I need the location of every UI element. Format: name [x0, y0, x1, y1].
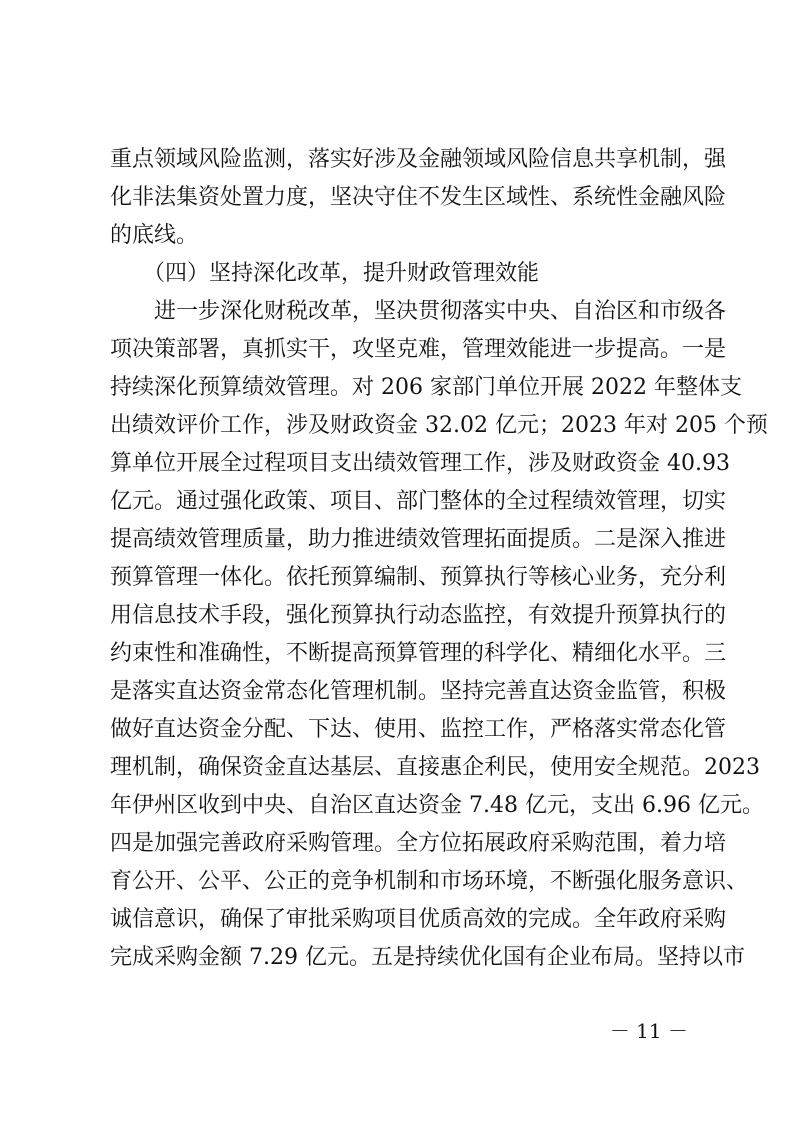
body-text-line: 进一步深化财税改革，坚决贯彻落实中央、自治区和市级各: [154, 299, 727, 324]
body-text-line: 年伊州区收到中央、自治区直达资金 7.48 亿元，支出 6.96 亿元。: [110, 793, 764, 818]
page-number: － 11 －: [609, 1019, 688, 1043]
body-text-line: 出绩效评价工作，涉及财政资金 32.02 亿元；2023 年对 205 个预: [110, 413, 768, 438]
body-text-line: 是落实直达资金常态化管理机制。坚持完善直达资金监管，积极: [110, 679, 727, 704]
body-text-line: 的底线。: [110, 223, 199, 248]
body-text-line: 亿元。通过强化政策、项目、部门整体的全过程绩效管理，切实: [110, 489, 727, 514]
section-heading: （四）坚持深化改革，提升财政管理效能: [143, 261, 540, 286]
body-text-line: 诚信意识，确保了审批采购项目优质高效的完成。全年政府采购: [110, 907, 727, 932]
body-text-line: 重点领域风险监测，落实好涉及金融领域风险信息共享机制，强: [110, 147, 727, 172]
body-text-line: 化非法集资处置力度，坚决守住不发生区域性、系统性金融风险: [110, 185, 727, 210]
body-text-line: 育公开、公平、公正的竞争机制和市场环境，不断强化服务意识、: [110, 869, 749, 894]
body-text-line: 理机制，确保资金直达基层、直接惠企利民，使用安全规范。2023: [110, 755, 760, 780]
body-text-line: 约束性和准确性，不断提高预算管理的科学化、精细化水平。三: [110, 641, 727, 666]
body-text-line: 提高绩效管理质量，助力推进绩效管理拓面提质。二是深入推进: [110, 527, 727, 552]
body-text-line: 完成采购金额 7.29 亿元。五是持续优化国有企业布局。坚持以市: [110, 945, 745, 970]
body-text-line: 项决策部署，真抓实干，攻坚克难，管理效能进一步提高。一是: [110, 337, 727, 362]
body-text-line: 预算管理一体化。依托预算编制、预算执行等核心业务，充分利: [110, 565, 727, 590]
body-text-line: 算单位开展全过程项目支出绩效管理工作，涉及财政资金 40.93: [110, 451, 730, 476]
body-text-line: 持续深化预算绩效管理。对 206 家部门单位开展 2022 年整体支: [110, 375, 742, 400]
body-text-line: 用信息技术手段，强化预算执行动态监控，有效提升预算执行的: [110, 603, 727, 628]
body-text-line: 四是加强完善政府采购管理。全方位拓展政府采购范围，着力培: [110, 831, 727, 856]
body-text-line: 做好直达资金分配、下达、使用、监控工作，严格落实常态化管: [110, 717, 727, 742]
